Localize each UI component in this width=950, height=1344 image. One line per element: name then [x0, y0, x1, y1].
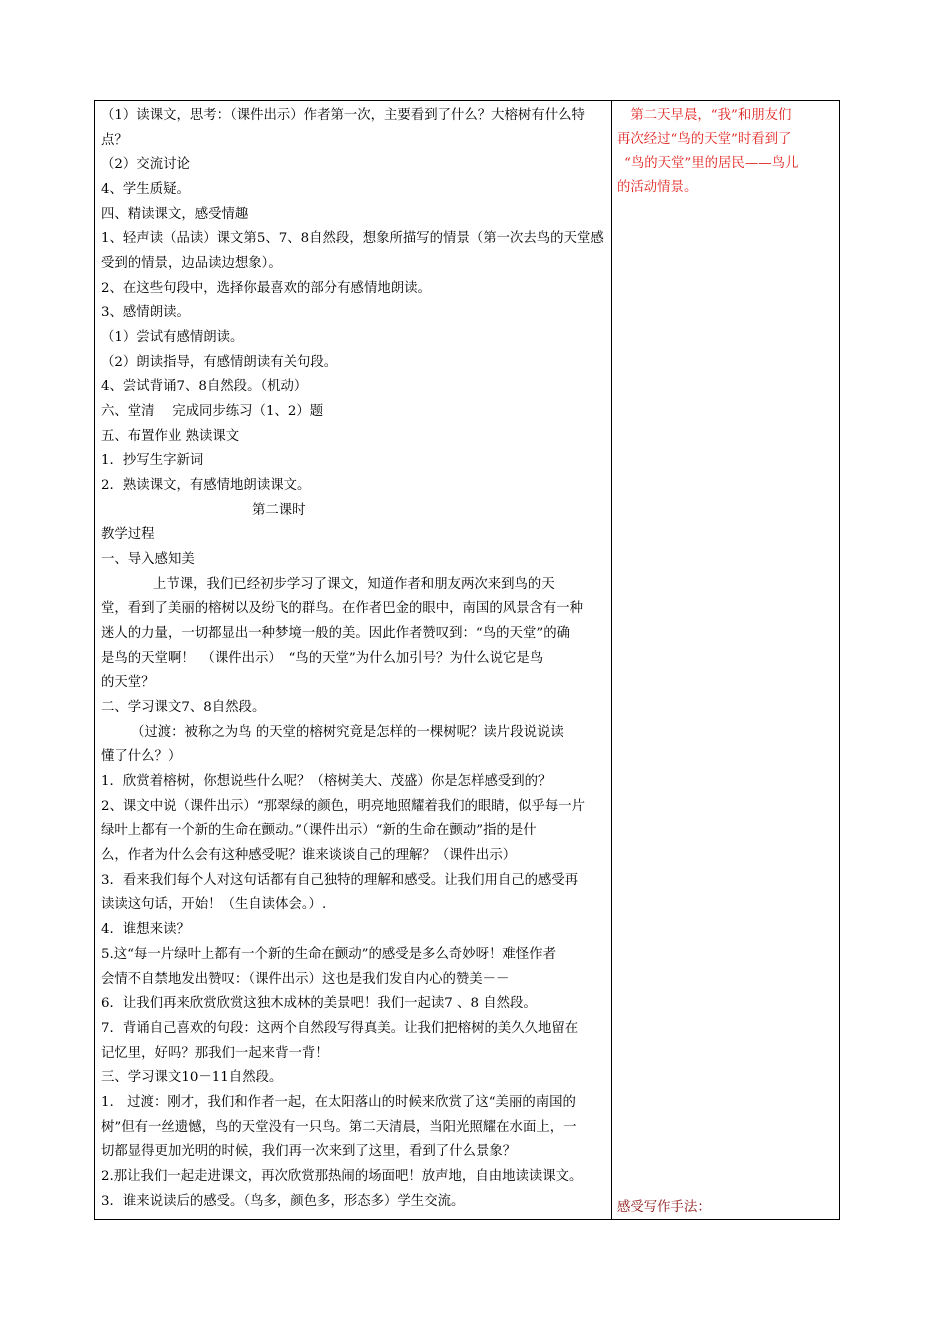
text-line: 2．熟读课文，有感情地朗读课文。 [101, 478, 311, 494]
section-heading: 第二课时 [252, 502, 306, 518]
text-line: 教学过程 [101, 527, 155, 543]
text-line: 四、精读课文，感受情趣 [101, 206, 249, 222]
writing-technique-label: 感受写作手法： [617, 1200, 711, 1215]
notes-column [612, 101, 839, 1219]
text-line: 4、学生质疑。 [101, 182, 190, 197]
text-line: 4．谁想来读？ [101, 922, 190, 938]
text-line: 1．抄写生字新词 [101, 453, 204, 469]
text-line: 堂，看到了美丽的榕树以及纷飞的群鸟。在作者巴金的眼中，南国的风景含有一种 [101, 601, 584, 617]
text-line: 会情不自禁地发出赞叹：（课件出示）这也是我们发自内心的赞美－－ [101, 971, 510, 987]
text-line: 绿叶上都有一个新的生命在颤动。”（课件出示）“新的生命在颤动”指的是什 [101, 823, 537, 839]
text-line: 的天堂？ [101, 675, 155, 691]
text-line: 受到的情景，边品读边想象）。 [101, 256, 282, 271]
note-line: “鸟的天堂”里的居民——鸟儿 [624, 156, 799, 171]
note-line: 再次经过“鸟的天堂”时看到了 [617, 132, 792, 147]
text-line: 5.这“每一片绿叶上都有一个新的生命在颤动”的感受是多么奇妙呀！难怪作者 [101, 946, 556, 962]
note-line: 的活动情景。 [617, 180, 698, 195]
text-line: 三、学习课文10－11自然段。 [101, 1070, 283, 1086]
text-line: （2）交流讨论 [101, 157, 190, 173]
text-line: 五、布置作业 熟读课文 [101, 428, 240, 444]
text-line: 1. 过渡：刚才，我们和作者一起，在太阳落山的时候来欣赏了这“美丽的南国的 [101, 1094, 576, 1110]
text-line: 二、学习课文7、8自然段。 [101, 700, 266, 716]
lesson-plan-table [94, 100, 840, 1220]
text-line: （过渡：被称之为鸟 的天堂的榕树究竟是怎样的一棵树呢？读片段说说读 [131, 724, 564, 740]
text-line: 2、课文中说（课件出示）“那翠绿的颜色，明亮地照耀着我们的眼睛，似乎每一片 [101, 798, 586, 814]
text-line: 读读这句话，开始！（生自读体会。）. [101, 897, 327, 913]
text-line: 点？ [101, 132, 128, 148]
text-line: 切都显得更加光明的时候，我们再一次来到了这里，看到了什么景象？ [101, 1144, 517, 1160]
text-line: （2）朗读指导，有感情朗读有关句段。 [101, 354, 338, 370]
text-line: 4、尝试背诵7、8自然段。（机动） [101, 379, 308, 395]
text-line: 6．让我们再来欣赏欣赏这独木成林的美景吧！我们一起读7 、8 自然段。 [101, 996, 537, 1012]
text-line: 1．欣赏着榕树，你想说些什么呢？（榕树美大、茂盛）你是怎样感受到的？ [101, 774, 552, 790]
teaching-process-column [95, 101, 612, 1219]
text-line: 六、堂清 完成同步练习（1、2）题 [101, 404, 324, 419]
text-line: （1）尝试有感情朗读。 [101, 330, 244, 345]
text-line: 3．谁来说读后的感受。（鸟多，颜色多，形态多）学生交流。 [101, 1193, 465, 1209]
text-line: （1）读课文，思考：（课件出示）作者第一次，主要看到了什么？大榕树有什么特 [101, 108, 585, 123]
text-line: 2、在这些句段中，选择你最喜欢的部分有感情地朗读。 [101, 280, 431, 296]
text-line: 记忆里，好吗？那我们一起来背一背！ [101, 1045, 329, 1061]
text-line: 树”但有一丝遗憾，鸟的天堂没有一只鸟。第二天清晨，当阳光照耀在水面上，一 [101, 1119, 577, 1135]
text-line: 迷人的力量，一切都显出一种梦境一般的美。因此作者赞叹到：“鸟的天堂”的确 [101, 626, 570, 642]
note-line: 第二天早晨，“我”和朋友们 [617, 108, 792, 123]
text-line: 3、感情朗读。 [101, 305, 190, 321]
text-line: 3．看来我们每个人对这句话都有自己独特的理解和感受。让我们用自己的感受再 [101, 872, 579, 888]
text-line: 2.那让我们一起走进课文，再次欣赏那热闹的场面吧！放声地，自由地读读课文。 [101, 1168, 583, 1184]
text-line: 是鸟的天堂啊！ （课件出示） “鸟的天堂”为什么加引号？为什么说它是鸟 [101, 650, 544, 666]
text-line: 么，作者为什么会有这种感受呢？谁来谈谈自己的理解？（课件出示） [101, 848, 517, 864]
text-line: 上节课，我们已经初步学习了课文，知道作者和朋友两次来到鸟的天 [153, 576, 555, 592]
text-line: 1、轻声读（品读）课文第5、7、8自然段，想象所描写的情景（第一次去鸟的天堂感 [101, 231, 604, 247]
text-line: 7．背诵自己喜欢的句段：这两个自然段写得真美。让我们把榕树的美久久地留在 [101, 1020, 579, 1036]
text-line: 一、导入感知美 [101, 552, 195, 568]
text-line: 懂了什么？） [101, 749, 182, 765]
